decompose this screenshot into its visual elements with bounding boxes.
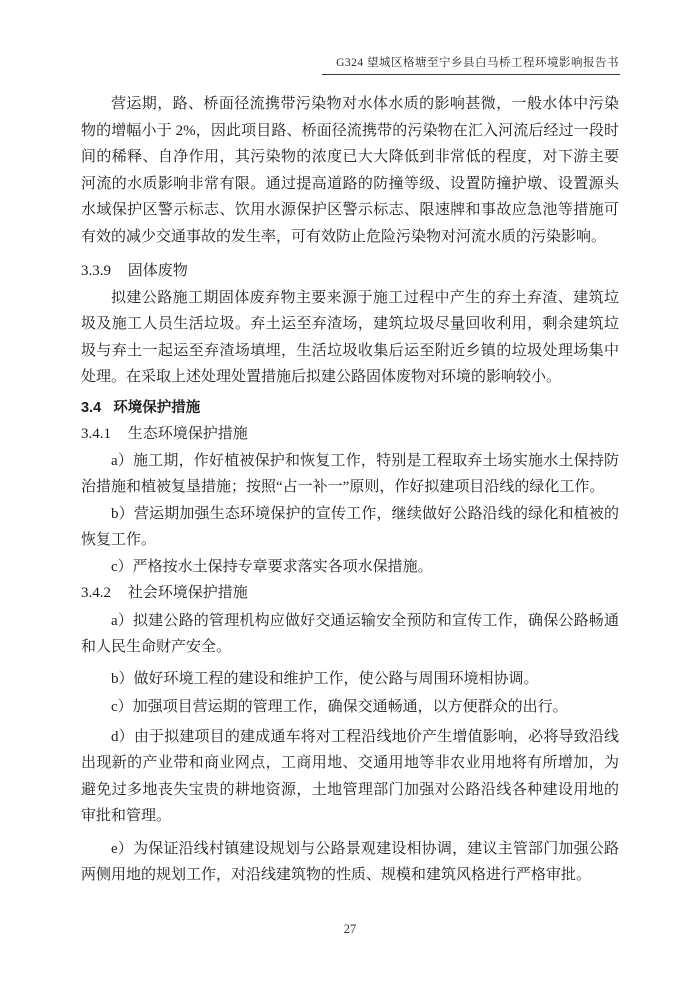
header-title-underlined bbox=[322, 54, 620, 75]
list-item-eco-b: b）营运期加强生态环境保护的宣传工作，继续做好公路沿线的绿化和植被的恢复工作。 bbox=[81, 505, 619, 548]
list-item-social-b: b）做好环境工程的建设和维护工作，使公路与周围环境相协调。 bbox=[111, 670, 539, 687]
list-item-social-d: d）由于拟建项目的建成通车将对工程沿线地价产生增值影响，必将导致沿线出现新的产业带和商业网点，工商用地、交通用地等非农业用地将有所增加，为避免过多地丧失宝贵的耕地资源，土地管理部门加强对公路沿线各种建设用地的审批和管理。 bbox=[81, 728, 619, 824]
section-number: 3.4 bbox=[81, 399, 102, 416]
section-number: 3.4.1 bbox=[81, 426, 111, 442]
page-header bbox=[80, 54, 620, 75]
section-title: 环境保护措施 bbox=[113, 399, 201, 416]
section-heading-3-4 bbox=[81, 395, 619, 422]
list-item-social-e: e）为保证沿线村镇建设规划与公路景观建设相协调，建议主管部门加强公路两侧用地的规划工作，对沿线建筑物的性质、规模和建筑风格进行严格审批。 bbox=[81, 840, 619, 883]
report-title: G324 望城区格塘至宁乡县白马桥工程环境影响报告书 bbox=[336, 57, 619, 69]
section-number: 3.4.2 bbox=[81, 585, 111, 601]
section-title: 社会环境保护措施 bbox=[127, 585, 248, 601]
list-item-eco-c: c）严格按水土保持专章要求落实各项水保措施。 bbox=[111, 558, 433, 575]
paragraph-operation-period: 营运期，路、桥面径流携带污染物对水体水质的影响甚微，一般水体中污染物的增幅小于 2%，因此项目路、桥面径流携带的污染物在汇入河流后经过一段时间的稀释、自净作用，其污染物的浓度已大大降低到非常低的程度，对下游主要河流的水质影响非常有限。通过提高道路的防撞等级、设置防撞护墩、设置源头水域保护区警示标志、饮用水源保护区警示标志、限速牌和事故应急池等措施可有效的减少交通事故的发生率，可有效防止危险污染物对河流水质的污染影响。 bbox=[81, 96, 619, 245]
page-number: 27 bbox=[343, 922, 357, 936]
list-item-eco-a: a）施工期，作好植被保护和恢复工作，特别是工程取弃土场实施水土保持防治措施和植被复垦措施；按照“占一补一”原则，作好拟建项目沿线的绿化工作。 bbox=[81, 452, 619, 495]
page-footer bbox=[0, 922, 700, 937]
page-content bbox=[81, 91, 619, 889]
paragraph-solid-waste: 拟建公路施工期固体废弃物主要来源于施工过程中产生的弃土弃渣、建筑垃圾及施工人员生活垃圾。弃土运至弃渣场，建筑垃圾尽量回收利用，剩余建筑垃圾与弃土一起运至弃渣场填埋，生活垃圾收集后运至附近乡镇的垃圾处理场集中处理。在采取上述处理处置措施后拟建公路固体废物对环境的影响较小。 bbox=[81, 289, 619, 385]
section-title: 固体废物 bbox=[127, 263, 188, 279]
list-item-social-c: c）加强项目营运期的管理工作，确保交通畅通，以方便群众的出行。 bbox=[111, 699, 568, 715]
section-heading-3-4-1 bbox=[81, 421, 619, 448]
list-item-social-a: a）拟建公路的管理机构应做好交通运输安全预防和宣传工作，确保公路畅通和人民生命财产安全。 bbox=[81, 612, 619, 655]
section-heading-3-4-2 bbox=[81, 580, 619, 607]
section-number: 3.3.9 bbox=[81, 263, 111, 279]
section-heading-3-3-9 bbox=[81, 258, 619, 285]
section-title: 生态环境保护措施 bbox=[127, 426, 248, 442]
